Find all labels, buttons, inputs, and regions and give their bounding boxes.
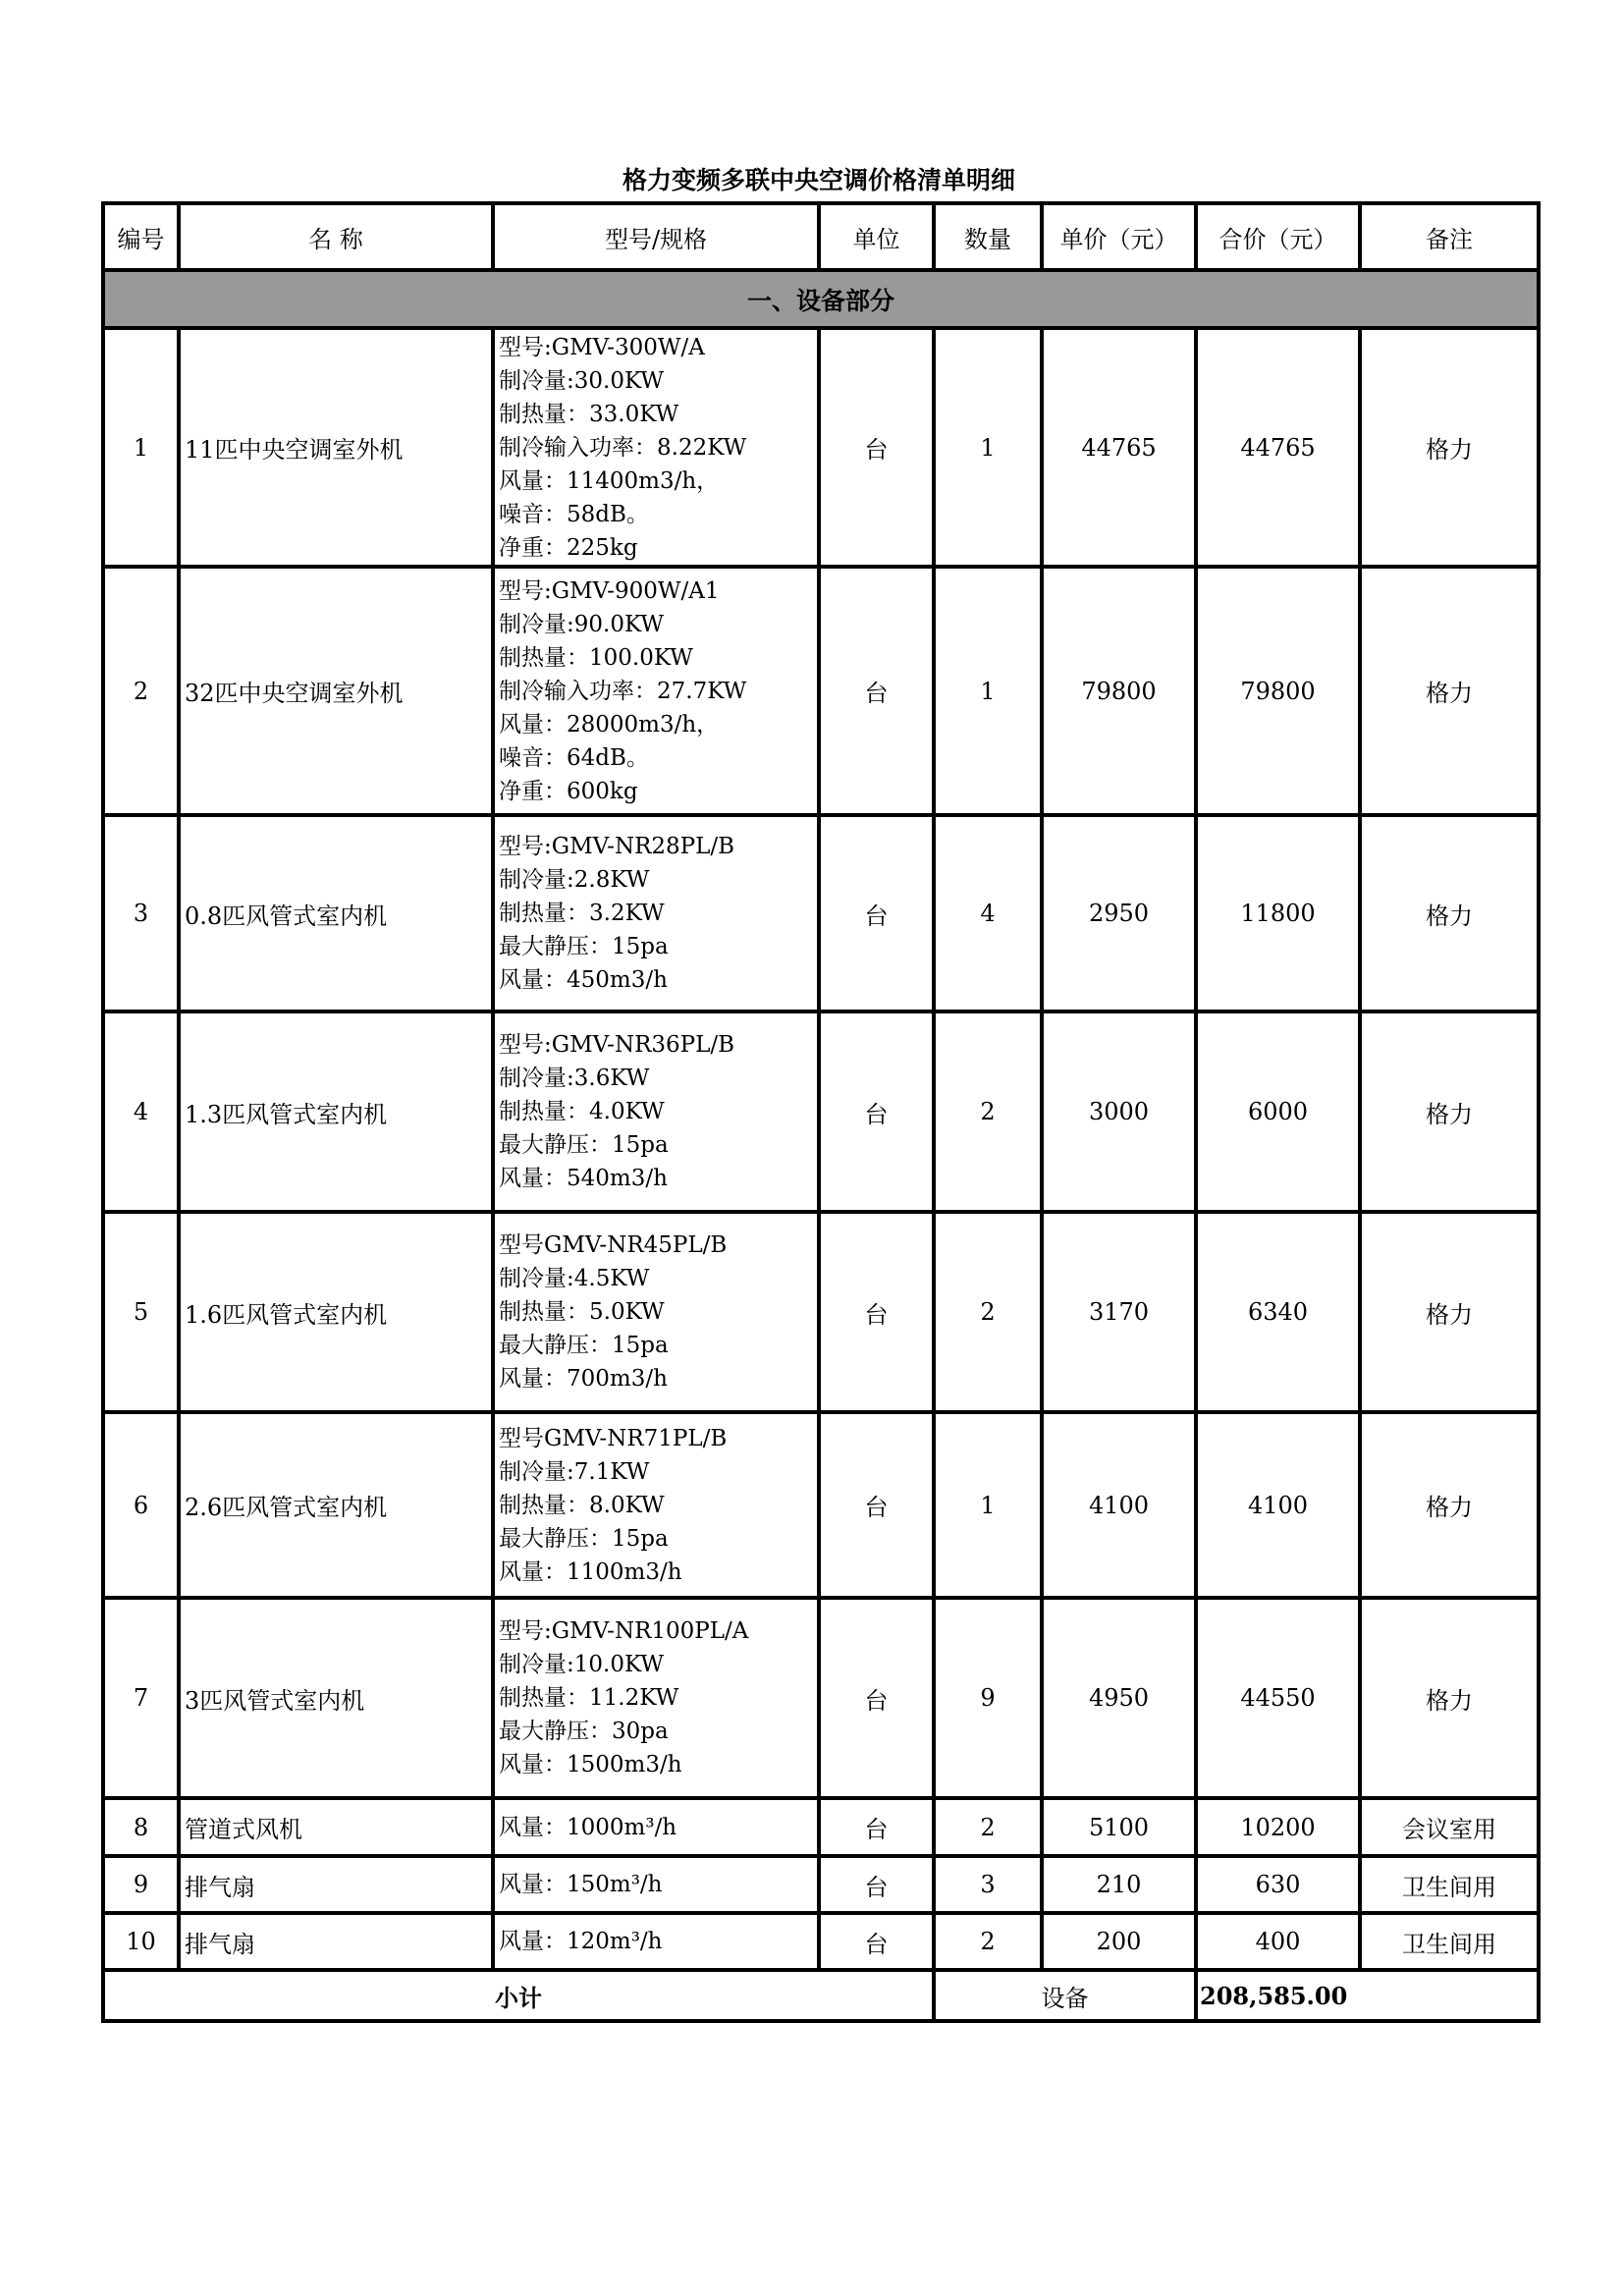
cell-total-price: 10200 — [1196, 1798, 1360, 1856]
cell-unit: 台 — [819, 567, 934, 815]
cell-remark: 卫生间用 — [1360, 1913, 1539, 1970]
cell-spec — [493, 1856, 819, 1913]
cell-name: 0.8匹风管式室内机 — [179, 815, 493, 1011]
spec-line: 型号GMV-NR71PL/B — [499, 1425, 728, 1451]
cell-unit-price: 4950 — [1042, 1598, 1196, 1798]
cell-unit: 台 — [819, 815, 934, 1011]
spec-line: 风量：540m3/h — [499, 1166, 668, 1191]
cell-name: 排气扇 — [179, 1913, 493, 1970]
cell-remark: 格力 — [1360, 1212, 1539, 1412]
cell-name: 11匹中央空调室外机 — [179, 328, 493, 567]
cell-no: 8 — [103, 1798, 179, 1856]
cell-unit: 台 — [819, 328, 934, 567]
cell-qty: 1 — [934, 1412, 1042, 1598]
cell-no: 5 — [103, 1212, 179, 1412]
cell-remark: 格力 — [1360, 1011, 1539, 1212]
spec-line: 型号:GMV-NR100PL/A — [499, 1618, 749, 1644]
cell-name: 1.3匹风管式室内机 — [179, 1011, 493, 1212]
section-title: 一、设备部分 — [103, 270, 1539, 328]
cell-unit: 台 — [819, 1011, 934, 1212]
spec-line: 制冷量:90.0KW — [499, 611, 664, 637]
cell-unit: 台 — [819, 1412, 934, 1598]
cell-spec — [493, 567, 819, 815]
cell-unit-price: 4100 — [1042, 1412, 1196, 1598]
spec-line: 型号:GMV-NR28PL/B — [499, 834, 735, 859]
cell-unit: 台 — [819, 1598, 934, 1798]
cell-no: 6 — [103, 1412, 179, 1598]
subtotal-label: 小计 — [103, 1970, 934, 2021]
cell-remark: 格力 — [1360, 567, 1539, 815]
cell-qty: 2 — [934, 1212, 1042, 1412]
spec-line: 制冷量:30.0KW — [499, 367, 664, 394]
cell-total-price: 630 — [1196, 1856, 1360, 1913]
cell-remark: 卫生间用 — [1360, 1856, 1539, 1913]
cell-remark: 格力 — [1360, 1412, 1539, 1598]
spec-line: 型号:GMV-NR36PL/B — [499, 1032, 735, 1058]
spec-line: 最大静压：30pa — [499, 1719, 669, 1744]
cell-total-price: 11800 — [1196, 815, 1360, 1011]
spec-line: 制热量：100.0KW — [499, 644, 693, 671]
spec-line: 风量：120m³/h — [499, 1929, 663, 1954]
cell-unit: 台 — [819, 1798, 934, 1856]
cell-name: 排气扇 — [179, 1856, 493, 1913]
spec-line: 风量：11400m3/h， — [499, 467, 720, 494]
cell-name: 32匹中央空调室外机 — [179, 567, 493, 815]
cell-qty: 9 — [934, 1598, 1042, 1798]
cell-spec — [493, 1598, 819, 1798]
header-no: 编号 — [103, 203, 179, 270]
cell-qty: 2 — [934, 1913, 1042, 1970]
cell-no: 9 — [103, 1856, 179, 1913]
cell-qty: 1 — [934, 328, 1042, 567]
cell-total-price: 6340 — [1196, 1212, 1360, 1412]
spec-line: 制热量：4.0KW — [499, 1099, 665, 1124]
cell-unit: 台 — [819, 1856, 934, 1913]
spec-line: 噪音：64dB。 — [499, 744, 649, 771]
spec-line: 风量：450m3/h — [499, 967, 668, 993]
cell-no: 1 — [103, 328, 179, 567]
cell-unit-price: 3000 — [1042, 1011, 1196, 1212]
spec-line: 制冷输入功率：8.22KW — [499, 434, 747, 461]
spec-line: 风量：1000m³/h — [499, 1814, 677, 1840]
spec-line: 制热量：33.0KW — [499, 401, 679, 427]
cell-total-price: 4100 — [1196, 1412, 1360, 1598]
spec-line: 制热量：11.2KW — [499, 1685, 679, 1711]
header-unit: 单位 — [819, 203, 934, 270]
cell-unit-price: 44765 — [1042, 328, 1196, 567]
cell-qty: 2 — [934, 1011, 1042, 1212]
spec-line: 制热量：5.0KW — [499, 1299, 665, 1325]
cell-unit-price: 5100 — [1042, 1798, 1196, 1856]
spec-line: 制冷输入功率：27.7KW — [499, 678, 747, 704]
header-total-price: 合价（元） — [1196, 203, 1360, 270]
spec-line: 制冷量:4.5KW — [499, 1266, 650, 1291]
cell-no: 10 — [103, 1913, 179, 1970]
table-row — [103, 1913, 1539, 1970]
cell-remark: 格力 — [1360, 328, 1539, 567]
cell-unit-price: 2950 — [1042, 815, 1196, 1011]
spec-line: 风量：150m³/h — [499, 1872, 663, 1897]
header-name: 名 称 — [179, 203, 493, 270]
price-list-table — [101, 201, 1541, 2023]
cell-remark: 会议室用 — [1360, 1798, 1539, 1856]
table-row — [103, 1412, 1539, 1598]
subtotal-amount: 208,585.00 — [1196, 1970, 1539, 2021]
cell-total-price: 79800 — [1196, 567, 1360, 815]
spec-line: 型号:GMV-900W/A1 — [499, 577, 720, 604]
spec-line: 最大静压：15pa — [499, 934, 669, 959]
table-row — [103, 1598, 1539, 1798]
cell-qty: 1 — [934, 567, 1042, 815]
table-row — [103, 328, 1539, 567]
spec-line: 净重：225kg — [499, 534, 638, 561]
spec-line: 制冷量:7.1KW — [499, 1458, 650, 1485]
spec-line: 风量：28000m3/h， — [499, 711, 720, 738]
document-title: 格力变频多联中央空调价格清单明细 — [622, 166, 1015, 194]
cell-spec — [493, 1412, 819, 1598]
cell-spec — [493, 1011, 819, 1212]
table-row — [103, 1798, 1539, 1856]
spec-line: 最大静压：15pa — [499, 1333, 669, 1358]
cell-unit-price: 3170 — [1042, 1212, 1196, 1412]
cell-no: 3 — [103, 815, 179, 1011]
table-row — [103, 1011, 1539, 1212]
cell-unit-price: 79800 — [1042, 567, 1196, 815]
spec-line: 风量：1500m3/h — [499, 1752, 682, 1777]
spec-line: 噪音：58dB。 — [499, 501, 649, 527]
header-unit-price: 单价（元） — [1042, 203, 1196, 270]
spec-line: 型号GMV-NR45PL/B — [499, 1232, 728, 1258]
header-row — [103, 203, 1539, 270]
spec-line: 最大静压：15pa — [499, 1132, 669, 1158]
cell-no: 2 — [103, 567, 179, 815]
cell-name: 2.6匹风管式室内机 — [179, 1412, 493, 1598]
spec-line: 净重：600kg — [499, 778, 638, 804]
cell-no: 7 — [103, 1598, 179, 1798]
cell-qty: 2 — [934, 1798, 1042, 1856]
cell-unit-price: 200 — [1042, 1913, 1196, 1970]
cell-name: 管道式风机 — [179, 1798, 493, 1856]
cell-unit: 台 — [819, 1212, 934, 1412]
cell-total-price: 44550 — [1196, 1598, 1360, 1798]
spec-line: 制冷量:2.8KW — [499, 867, 650, 893]
spec-line: 最大静压：15pa — [499, 1525, 669, 1552]
cell-spec — [493, 1212, 819, 1412]
cell-unit: 台 — [819, 1913, 934, 1970]
subtotal-category: 设备 — [934, 1970, 1196, 2021]
spec-line: 风量：1100m3/h — [499, 1558, 682, 1585]
cell-name: 3匹风管式室内机 — [179, 1598, 493, 1798]
cell-unit-price: 210 — [1042, 1856, 1196, 1913]
spec-line: 制冷量:3.6KW — [499, 1066, 650, 1091]
section-row — [103, 270, 1539, 328]
table-row — [103, 815, 1539, 1011]
cell-spec — [493, 1913, 819, 1970]
spec-line: 型号:GMV-300W/A — [499, 334, 705, 360]
spec-line: 制冷量:10.0KW — [499, 1652, 664, 1677]
cell-remark: 格力 — [1360, 815, 1539, 1011]
header-remark: 备注 — [1360, 203, 1539, 270]
spec-line: 制热量：8.0KW — [499, 1492, 665, 1518]
cell-spec — [493, 1798, 819, 1856]
table-row — [103, 1856, 1539, 1913]
cell-remark: 格力 — [1360, 1598, 1539, 1798]
table-row — [103, 567, 1539, 815]
header-spec: 型号/规格 — [493, 203, 819, 270]
spec-line: 风量：700m3/h — [499, 1366, 668, 1392]
spec-line: 制热量：3.2KW — [499, 901, 665, 926]
cell-spec — [493, 815, 819, 1011]
cell-total-price: 6000 — [1196, 1011, 1360, 1212]
cell-no: 4 — [103, 1011, 179, 1212]
cell-name: 1.6匹风管式室内机 — [179, 1212, 493, 1412]
cell-qty: 3 — [934, 1856, 1042, 1913]
subtotal-row — [103, 1970, 1539, 2021]
table-row — [103, 1212, 1539, 1412]
header-qty: 数量 — [934, 203, 1042, 270]
cell-total-price: 400 — [1196, 1913, 1360, 1970]
cell-total-price: 44765 — [1196, 328, 1360, 567]
cell-spec — [493, 328, 819, 567]
cell-qty: 4 — [934, 815, 1042, 1011]
